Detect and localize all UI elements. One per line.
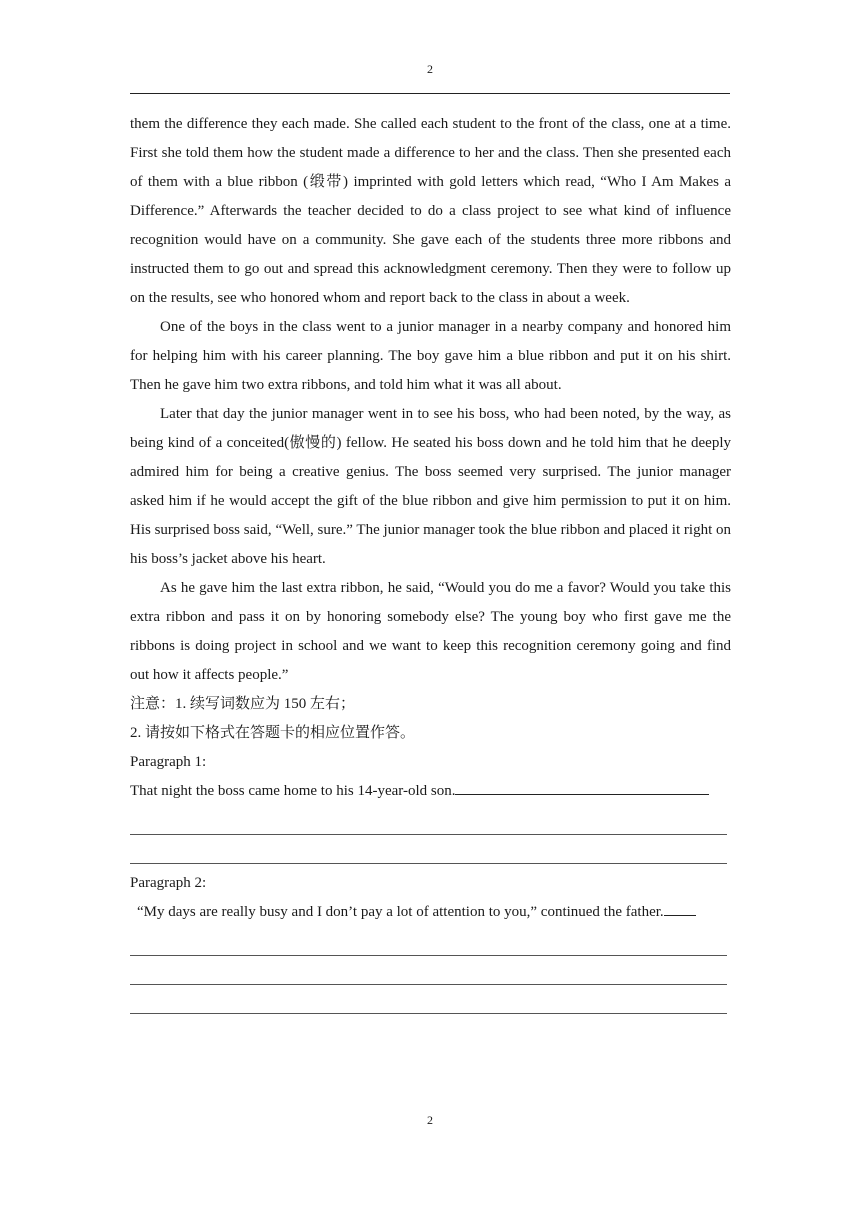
passage-paragraph-1: them the difference they each made. She called each student to the front of the class, one at a time. First she told them how the student made a difference to her and the class. Then she presented each of them with a blue ribbon (缎带) imprinted with gold letters which read, “Who I Am Makes a Difference.” Afterwards the teacher decided to do a class project to see what kind of influence recognition would have on a community. She gave each of the students three more ribbons and instructed them to go out and spread this acknowledgment ceremony. Then they were to follow up on the results, see who honored whom and report back to the class in about a week. bbox=[130, 116, 731, 306]
document-body bbox=[130, 110, 731, 1014]
note-word-count: 注意：1. 续写词数应为 150 左右； bbox=[130, 696, 356, 712]
page-number-bottom: 2 bbox=[427, 1113, 433, 1127]
answer-blank-line bbox=[130, 835, 727, 864]
answer-blank-inline bbox=[455, 793, 709, 795]
paragraph2-opening-text: “My days are really busy and I don’t pay a lot of attention to you,” continued the father. bbox=[137, 904, 664, 920]
passage-paragraph-3: Later that day the junior manager went in to see his boss, who had been noted, by the way, as being kind of a conceited(傲慢的) fellow. He seated his boss down and he told him that he deeply admired him for being a creative genius. The boss seemed very surprised. The junior manager asked him if he would accept the gift of the blue ribbon and give him permission to put it on him. His surprised boss said, “Well, sure.” The junior manager took the blue ribbon and placed it right on his boss’s jacket above his heart. bbox=[130, 406, 731, 567]
paragraph2-label: Paragraph 2: bbox=[130, 875, 207, 891]
note-format: 2. 请按如下格式在答题卡的相应位置作答。 bbox=[130, 725, 416, 741]
answer-blank-inline bbox=[664, 914, 696, 916]
answer-blank-line bbox=[130, 985, 727, 1014]
answer-blank-line bbox=[130, 806, 727, 835]
answer-blank-line bbox=[130, 956, 727, 985]
paragraph1-opening-text: That night the boss came home to his 14-year-old son. bbox=[130, 783, 456, 799]
paragraph1-label: Paragraph 1: bbox=[130, 754, 207, 770]
header-rule bbox=[130, 93, 730, 94]
page-number-top: 2 bbox=[427, 62, 433, 76]
answer-blank-line bbox=[130, 927, 727, 956]
passage-paragraph-2: One of the boys in the class went to a junior manager in a nearby company and honored him for helping him with his career planning. The boy gave him a blue ribbon and put it on his shirt. Then he gave him two extra ribbons, and told him what it was all about. bbox=[130, 319, 731, 393]
passage-paragraph-4: As he gave him the last extra ribbon, he said, “Would you do me a favor? Would you take this extra ribbon and pass it on by honoring somebody else? The young boy who first gave me the ribbons is doing project in school and we want to keep this recognition ceremony going and find out how it affects people.” bbox=[130, 580, 731, 683]
paragraph2-opening bbox=[130, 898, 731, 927]
paragraph1-opening bbox=[130, 777, 731, 806]
